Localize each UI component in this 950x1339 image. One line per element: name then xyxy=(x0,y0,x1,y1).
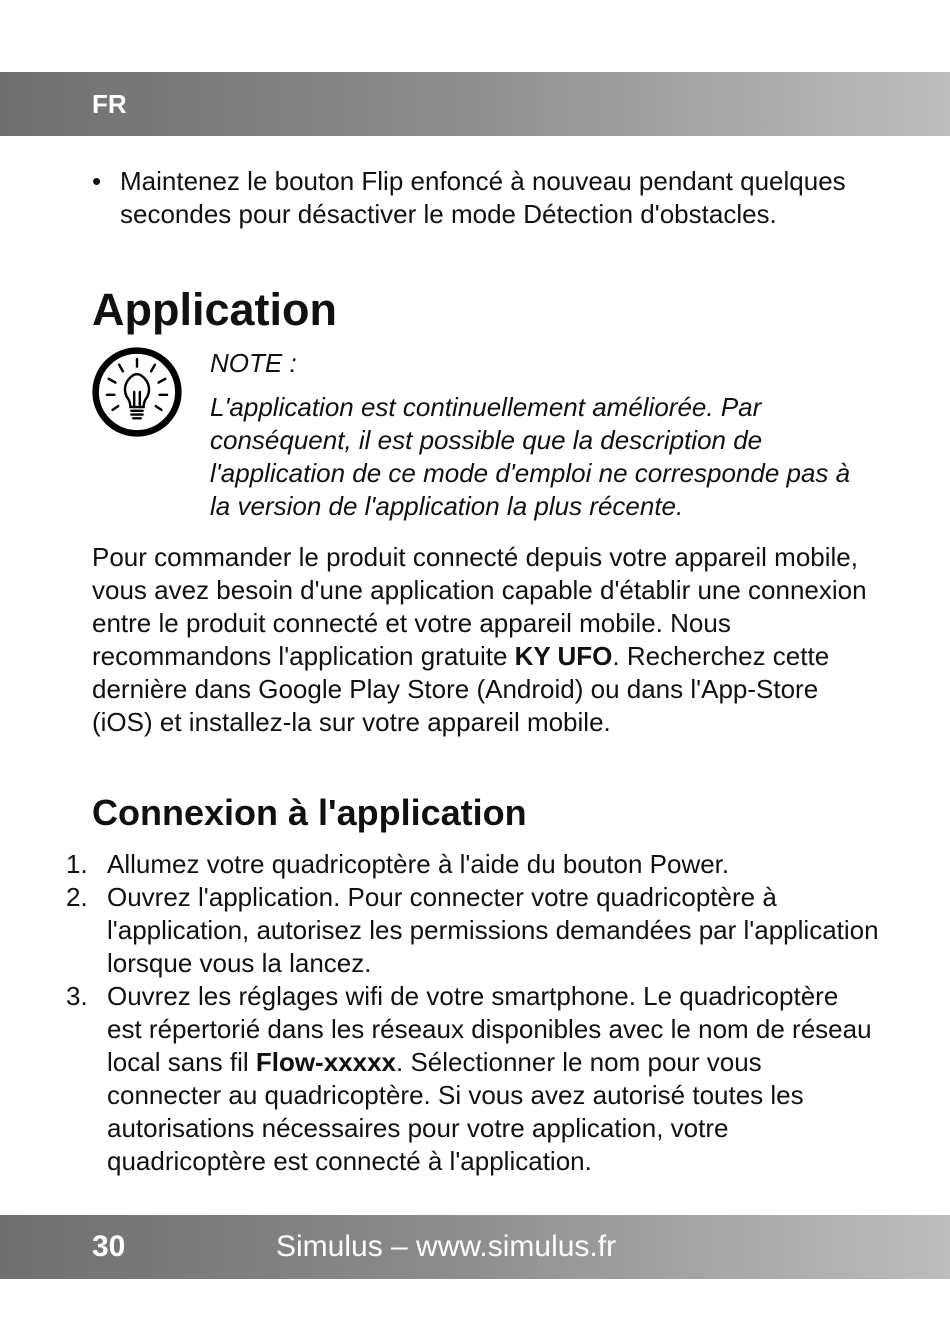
step-text-before: Ouvrez les réglages wifi de votre smartphone. Le quadricoptère est répertorié dans les réseaux disponibles avec le nom de réseau local sans fil xyxy=(107,981,872,1077)
step-text: Ouvrez l'application. Pour connecter votre quadricoptère à l'application, autorisez les permissions demandées par l'application lorsque vous la lancez. xyxy=(107,882,879,978)
note-text: L'application est continuellement améliorée. Par conséquent, il est possible que la description de l'application de ce mode d'emploi ne corresponde pas à la version de l'application la plus récente. xyxy=(210,392,851,521)
paragraph-part-1: Pour commander le produit connecté depuis votre appareil mobile, vous avez besoin d'une application capable d'établir une connexion entre le produit connecté et votre appareil mobile. Nous recommandons l'application gratuite xyxy=(92,542,867,671)
list-item xyxy=(0,848,880,881)
lightbulb-icon xyxy=(90,345,184,439)
section-title: Application xyxy=(92,284,337,335)
language-label: FR xyxy=(92,89,127,119)
step-text: Allumez votre quadricoptère à l'aide du bouton Power. xyxy=(107,849,730,879)
step-number: 2. xyxy=(66,882,88,912)
header-bar xyxy=(0,72,950,136)
paragraph-part-2: . Recherchez cette dernière dans Google Play Store (Android) ou dans l'App-Store (iOS) et installez-la sur votre appareil mobile. xyxy=(92,641,830,737)
app-name: KY UFO xyxy=(514,641,613,671)
step-number: 1. xyxy=(66,849,88,879)
footer-text: Simulus – www.simulus.fr xyxy=(276,1230,617,1263)
step-text-after: . Sélectionner le nom pour vous connecter au quadricoptère. Si vous avez autorisé toutes les autorisations nécessaires pour votre application, votre quadricoptère est connecté à l'application. xyxy=(107,1047,804,1176)
steps-list xyxy=(0,848,880,1178)
footer-bar xyxy=(0,1215,950,1279)
list-item xyxy=(0,881,880,980)
subsection-title: Connexion à l'application xyxy=(92,792,527,833)
step-number: 3. xyxy=(66,981,88,1011)
list-item xyxy=(0,980,880,1178)
bullet-text: Maintenez le bouton Flip enfoncé à nouveau pendant quelques secondes pour désactiver le mode Détection d'obstacles. xyxy=(120,166,846,229)
bullet-symbol: • xyxy=(92,166,102,196)
app-paragraph xyxy=(92,541,867,739)
page-number: 30 xyxy=(92,1230,126,1263)
network-name: Flow-xxxxx xyxy=(255,1047,397,1077)
note-label: NOTE : xyxy=(210,348,297,378)
intro-bullet xyxy=(92,165,872,231)
